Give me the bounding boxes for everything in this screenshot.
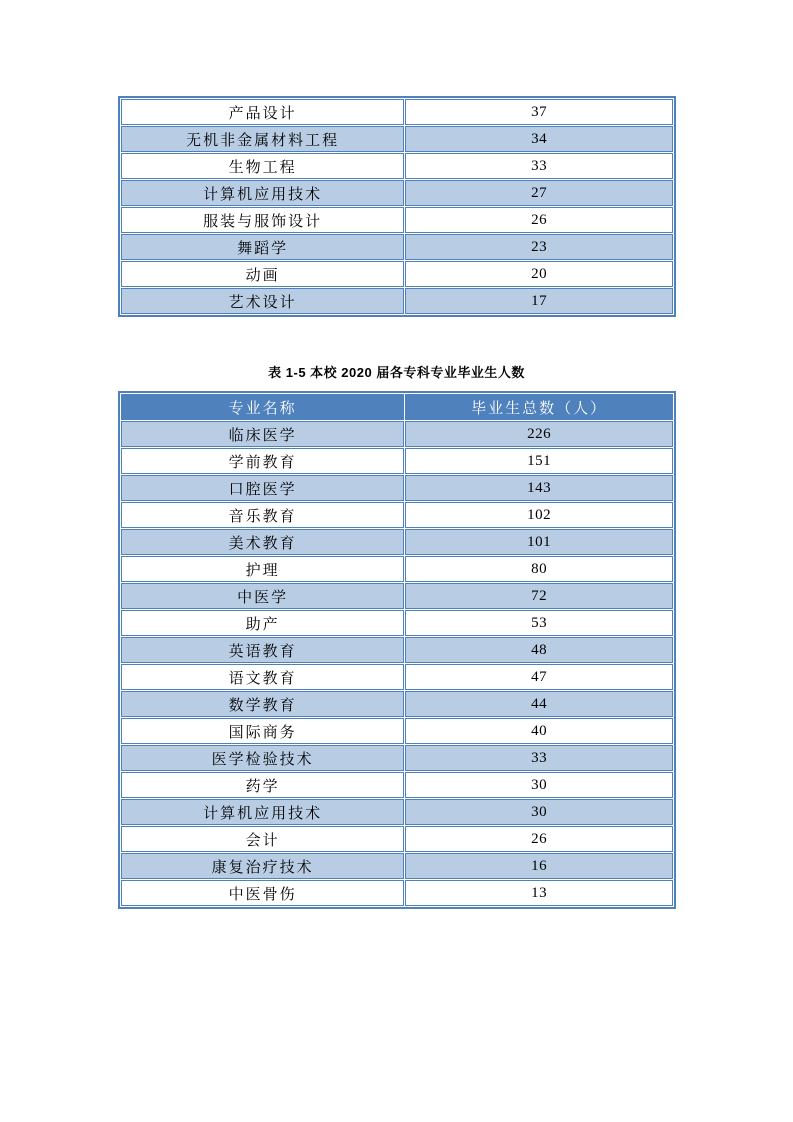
major-name-cell: 护理 [121,556,404,582]
table-row [121,610,673,636]
graduate-count-cell: 17 [405,288,673,314]
graduate-count-cell: 30 [405,772,673,798]
major-name-cell: 中医骨伤 [121,880,404,906]
major-name-cell: 口腔医学 [121,475,404,501]
table-row [121,207,673,233]
graduate-count-cell: 72 [405,583,673,609]
table-row [121,99,673,125]
major-name-header: 专业名称 [121,394,404,420]
major-name-cell: 医学检验技术 [121,745,404,771]
major-name-cell: 计算机应用技术 [121,799,404,825]
graduate-count-cell: 16 [405,853,673,879]
table-row [121,529,673,555]
table-row [121,637,673,663]
major-name-cell: 服装与服饰设计 [121,207,404,233]
major-name-cell: 计算机应用技术 [121,180,404,206]
graduate-count-cell: 13 [405,880,673,906]
table-caption: 表 1-5 本校 2020 届各专科专业毕业生人数 [268,365,525,380]
table-row [121,556,673,582]
table-row [121,180,673,206]
major-name-cell: 临床医学 [121,421,404,447]
table-row [121,153,673,179]
graduate-count-cell: 47 [405,664,673,690]
graduate-count-cell: 101 [405,529,673,555]
graduate-count-cell: 33 [405,745,673,771]
table-row [121,502,673,528]
table-row [121,691,673,717]
graduate-count-cell: 23 [405,234,673,260]
major-name-cell: 数学教育 [121,691,404,717]
graduate-count-cell: 34 [405,126,673,152]
graduate-count-cell: 26 [405,826,673,852]
major-name-cell: 学前教育 [121,448,404,474]
graduate-count-cell: 151 [405,448,673,474]
major-name-cell: 中医学 [121,583,404,609]
table-row [121,448,673,474]
major-name-cell: 国际商务 [121,718,404,744]
graduate-count-cell: 44 [405,691,673,717]
table-row [121,745,673,771]
table-row [121,799,673,825]
major-name-cell: 舞蹈学 [121,234,404,260]
major-name-cell: 药学 [121,772,404,798]
major-name-cell: 生物工程 [121,153,404,179]
table-row [121,826,673,852]
undergrad-majors-table-continued [118,96,676,317]
graduate-count-cell: 37 [405,99,673,125]
graduate-count-cell: 33 [405,153,673,179]
major-name-cell: 康复治疗技术 [121,853,404,879]
table-row [121,421,673,447]
graduate-count-cell: 143 [405,475,673,501]
table-row [121,664,673,690]
major-name-cell: 产品设计 [121,99,404,125]
graduate-count-cell: 27 [405,180,673,206]
table-row [121,718,673,744]
table-row [121,853,673,879]
major-name-cell: 语文教育 [121,664,404,690]
major-name-cell: 动画 [121,261,404,287]
table-header-row [121,394,673,420]
table-row [121,475,673,501]
graduate-count-cell: 30 [405,799,673,825]
table-row [121,234,673,260]
major-name-cell: 英语教育 [121,637,404,663]
graduate-count-cell: 48 [405,637,673,663]
graduate-count-cell: 20 [405,261,673,287]
table-row [121,880,673,906]
table-row [121,583,673,609]
graduate-count-cell: 80 [405,556,673,582]
major-name-cell: 美术教育 [121,529,404,555]
major-name-cell: 音乐教育 [121,502,404,528]
table-row [121,261,673,287]
graduate-count-cell: 102 [405,502,673,528]
graduate-count-cell: 26 [405,207,673,233]
major-name-cell: 艺术设计 [121,288,404,314]
graduate-count-cell: 226 [405,421,673,447]
major-name-cell: 助产 [121,610,404,636]
table-row [121,288,673,314]
table-row [121,772,673,798]
table-row [121,126,673,152]
zhuanke-majors-table [118,391,676,909]
major-name-cell: 会计 [121,826,404,852]
graduate-count-cell: 53 [405,610,673,636]
graduate-count-header: 毕业生总数（人） [405,394,673,420]
major-name-cell: 无机非金属材料工程 [121,126,404,152]
graduate-count-cell: 40 [405,718,673,744]
